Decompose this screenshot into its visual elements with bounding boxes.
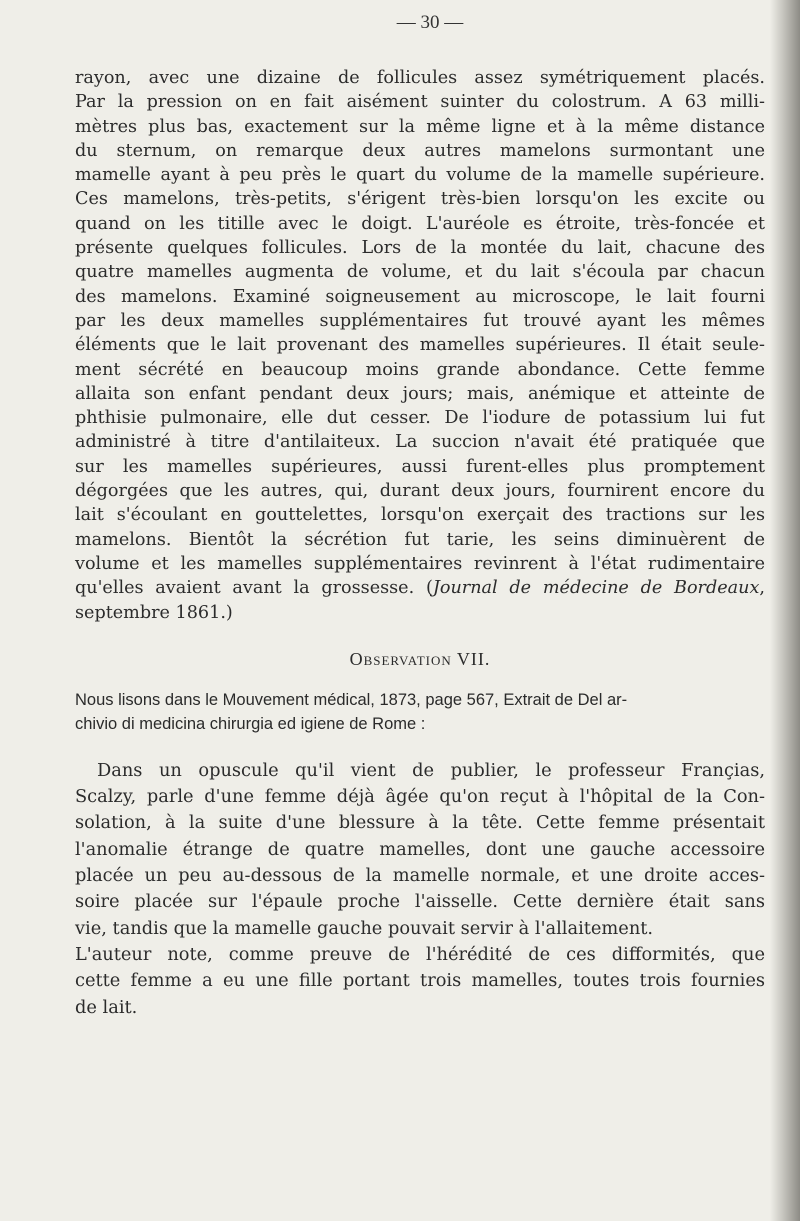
text-line: cette femme a eu une fille portant trois mamelles, toutes trois fournies [75, 970, 765, 992]
text-line: quatre mamelles augmenta de volume, et du lait s'écoula par chacun [75, 262, 765, 283]
text-line: Dans un opuscule qu'il vient de publier, le professeur Françias, [97, 759, 765, 781]
page-number: — 30 — [396, 12, 464, 33]
text-line: soire placée sur l'épaule proche l'aisselle. Cette dernière était sans [75, 891, 765, 913]
text-line: Par la pression on en fait aisément suinter du colostrum. A 63 milli- [75, 92, 765, 113]
observation-heading: Observation VII. [349, 648, 491, 669]
text-line: sur les mamelles supérieures, aussi furent-elles plus promptement [75, 456, 765, 477]
text-line: chivio di medicina chirurgia ed igiene de Rome : [75, 714, 426, 733]
text-line-citation [75, 576, 765, 600]
text-line: mamelons. Bientôt la sécrétion fut tarie, les seins diminuèrent de [75, 529, 765, 550]
text-line: mètres plus bas, exactement sur la même ligne et à la même distance [75, 116, 765, 137]
text-line: l'anomalie étrange de quatre mamelles, dont une gauche accessoire [75, 838, 765, 860]
text-line: Nous lisons dans le Mouvement médical, 1873, page 567, Extrait de Del ar- [75, 690, 628, 709]
text-line: par les deux mamelles supplémentaires fut trouvé ayant les mêmes [75, 310, 765, 331]
citation-suffix: , [759, 578, 765, 599]
text-line: septembre 1861.) [75, 602, 233, 623]
paragraph-observation-text [75, 758, 765, 1021]
text-line: dégorgées que les autres, qui, durant deux jours, fournirent encore du [75, 481, 765, 502]
text-line: allaita son enfant pendant deux jours; mais, anémique et atteinte de [75, 383, 765, 404]
text-line: L'auteur note, comme preuve de l'hérédité de ces difformités, que [75, 943, 765, 965]
page-body [75, 66, 765, 1021]
citation-prefix: qu'elles avaient avant la grossesse. ( [75, 578, 433, 599]
text-line: présente quelques follicules. Lors de la montée du lait, chacune des [75, 238, 765, 259]
page-edge-shadow [770, 0, 800, 1221]
text-line: rayon, avec une dizaine de follicules assez symétriquement placés. [75, 68, 765, 88]
journal-title: Journal de médecine de Bordeaux [432, 578, 760, 599]
text-line: Ces mamelons, très-petits, s'érigent très-bien lorsqu'on les excite ou [75, 189, 765, 210]
text-line: du sternum, on remarque deux autres mamelons surmontant une [75, 140, 765, 161]
paragraph-case-description [75, 66, 765, 625]
text-line: administré à titre d'antilaiteux. La succion n'avait été pratiquée que [75, 432, 765, 453]
text-line: ment sécrété en beaucoup moins grande abondance. Cette femme [75, 359, 765, 380]
text-line: phthisie pulmonaire, elle dut cesser. De l'iodure de potassium lui fut [75, 408, 765, 429]
text-line: lait s'écoulant en gouttelettes, lorsqu'on exerçait des tractions sur les [75, 505, 765, 526]
text-line: quand on les titille avec le doigt. L'auréole es étroite, très-foncée et [75, 213, 765, 234]
text-line: éléments que le lait provenant des mamelles supérieures. Il était seule- [75, 335, 765, 356]
text-line: Scalzy, parle d'une femme déjà âgée qu'on reçut à l'hôpital de la Con- [75, 786, 765, 808]
text-line: placée un peu au-dessous de la mamelle normale, et une droite acces- [75, 865, 765, 887]
text-line: de lait. [75, 996, 138, 1018]
text-line: des mamelons. Examiné soigneusement au microscope, le lait fourni [75, 286, 765, 307]
text-line: mamelle ayant à peu près le quart du volume de la mamelle supérieure. [75, 165, 765, 186]
text-line: solation, à la suite d'une blessure à la tête. Cette femme présentait [75, 812, 765, 834]
text-line: vie, tandis que la mamelle gauche pouvait servir à l'allaitement. [75, 917, 654, 939]
paragraph-source-note [75, 688, 765, 736]
text-line: volume et les mamelles supplémentaires revinrent à l'état rudimentaire [75, 553, 765, 574]
